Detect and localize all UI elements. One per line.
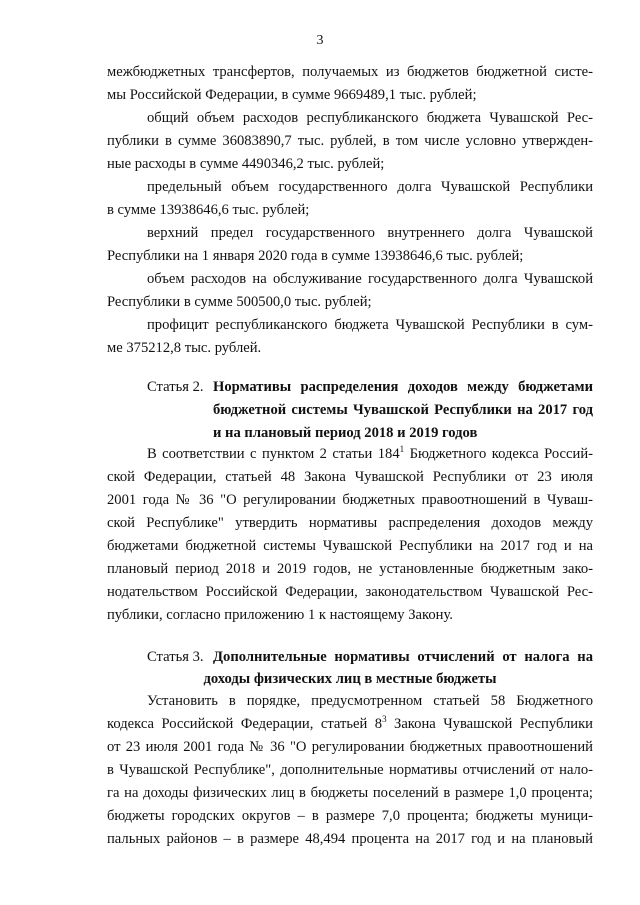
text-line: мы Российской Федерации, в сумме 9669489,1 тыс. рублей; (107, 87, 477, 103)
article-2-title: и на плановый период 2018 и 2019 годов (213, 425, 478, 441)
text-line: объем расходов на обслуживание государственного долга Чувашской (147, 271, 593, 287)
text-line: бюджеты городских округов – в размере 7,0 процента; бюджеты муници- (107, 808, 593, 824)
article-2-label: Статья 2. (147, 379, 204, 395)
text-line: ской Федерации, статьей 48 Закона Чувашской Республики от 23 июля (107, 469, 593, 485)
text-line: нодательством Российской Федерации, законодательством Чувашской Рес- (107, 584, 593, 600)
article-3-title: Дополнительные нормативы отчислений от налога на (213, 649, 593, 665)
text-line: бюджетами бюджетной системы Чувашской Республики на 2017 год и на (107, 538, 593, 554)
text-line: ме 375212,8 тыс. рублей. (107, 340, 262, 356)
text-line: профицит республиканского бюджета Чувашской Республики в сум- (147, 317, 593, 333)
article-2-title: Нормативы распределения доходов между бюджетами (213, 379, 593, 395)
text-line: публики в сумме 36083890,7 тыс. рублей, в том числе условно утвержден- (107, 133, 593, 149)
article-3-title: доходы физических лиц в местные бюджеты (203, 671, 497, 687)
text-line: плановый период 2018 и 2019 годов, не установленные бюджетным зако- (107, 561, 593, 577)
text-line: Установить в порядке, предусмотренном статьей 58 Бюджетного (147, 693, 593, 709)
text-line: общий объем расходов республиканского бюджета Чувашской Рес- (147, 110, 593, 126)
text-line: предельный объем государственного долга Чувашской Республики (147, 179, 593, 195)
text-line: В соответствии с пунктом 2 статьи $184^1$ Бюджетного кодекса Россий- (147, 444, 593, 462)
article-3-label: Статья 3. (147, 649, 204, 665)
text-line: ные расходы в сумме 4490346,2 тыс. рублей; (107, 156, 385, 172)
text-line: в сумме 13938646,6 тыс. рублей; (107, 202, 310, 218)
text-line: публики, согласно приложению 1 к настоящему Закону. (107, 607, 453, 623)
text-line: от 23 июля 2001 года № 36 "О регулировании бюджетных правоотношений (107, 739, 593, 755)
text-line: верхний предел государственного внутреннего долга Чувашской (147, 225, 593, 241)
page-number: 3 (316, 33, 324, 48)
text-line: га на доходы физических лиц в бюджеты поселений в размере 1,0 процента; (107, 785, 593, 801)
text-line: пальных районов – в размере 48,494 процента на 2017 год и на плановый (107, 831, 593, 847)
text-line: 2001 года № 36 "О регулировании бюджетных правоотношений в Чуваш- (107, 492, 593, 508)
text-line: в Чувашской Республике", дополнительные нормативы отчислений от нало- (107, 762, 593, 778)
text-line: Республики на 1 января 2020 года в сумме 13938646,6 тыс. рублей; (107, 248, 524, 264)
article-2-title: бюджетной системы Чувашской Республики на 2017 год (213, 402, 593, 418)
text-line: межбюджетных трансфертов, получаемых из бюджетов бюджетной систе- (107, 64, 593, 80)
text-line: Республики в сумме 500500,0 тыс. рублей; (107, 294, 372, 310)
text-line: кодекса Российской Федерации, статьей $8^3$ Закона Чувашской Республики (107, 714, 593, 732)
text-line: ской Республике" утвердить нормативы распределения доходов между (107, 515, 593, 531)
